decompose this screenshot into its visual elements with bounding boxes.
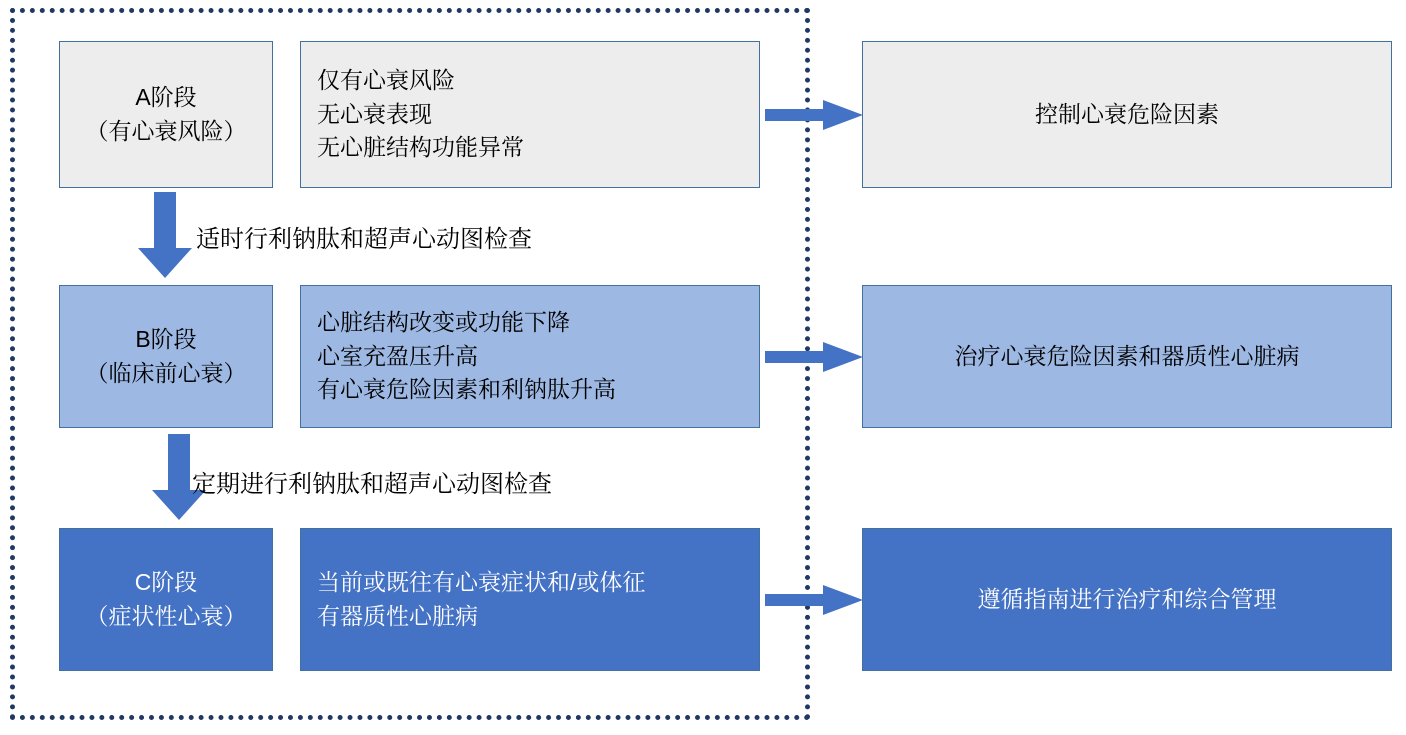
stage-c-action-box [862,528,1392,671]
stage-c-action-label: 遵循指南进行治疗和综合管理 [977,585,1277,612]
stage-c-label-line-1: C阶段 [134,569,198,596]
arrow-right-icon-stage-b [765,342,863,372]
stage-a-action-box [862,41,1392,188]
stage-a-action-label: 控制心衰危险因素 [1035,100,1219,127]
stage-b-detail-line-2: 心室充盈压升高 [317,342,478,369]
stage-b-action-box [862,285,1392,428]
stage-c-label-line-2: （症状性心衰） [85,602,247,629]
stage-c-box [59,528,273,671]
stage-b-detail-line-3: 有心衰危险因素和利钠肽升高 [317,376,616,403]
stage-c-detail-line-2: 有器质性心脏病 [317,602,478,629]
arrow-right-icon-stage-c [765,585,863,615]
arrow-down-icon-a-to-b [138,192,192,278]
stage-b-action-label: 治疗心衰危险因素和器质性心脏病 [954,342,1300,369]
stage-b-label-line-1: B阶段 [135,326,197,353]
stage-a-box [59,41,273,188]
stage-a-label-line-2: （有心衰风险） [85,117,247,144]
stage-a-detail-box [300,41,760,188]
stage-a-detail-line-2: 无心衰表现 [317,100,432,127]
stage-b-label-line-2: （临床前心衰） [85,359,247,386]
stage-b-detail-box [300,285,760,428]
stage-b-detail-line-1: 心脏结构改变或功能下降 [317,309,570,336]
arrow-right-icon-stage-a [765,100,863,130]
stage-c-detail-line-1: 当前或既往有心衰症状和/或体征 [317,569,646,596]
stage-c-detail-box [300,528,760,671]
edge-label-b-to-c: 定期进行利钠肽和超声心动图检查 [192,471,552,498]
stage-a-label-line-1: A阶段 [135,84,197,111]
edge-label-a-to-b: 适时行利钠肽和超声心动图检查 [196,226,532,253]
stage-a-detail-line-3: 无心脏结构功能异常 [317,134,524,161]
stage-a-detail-line-1: 仅有心衰风险 [317,67,455,94]
stage-b-box [59,285,273,428]
